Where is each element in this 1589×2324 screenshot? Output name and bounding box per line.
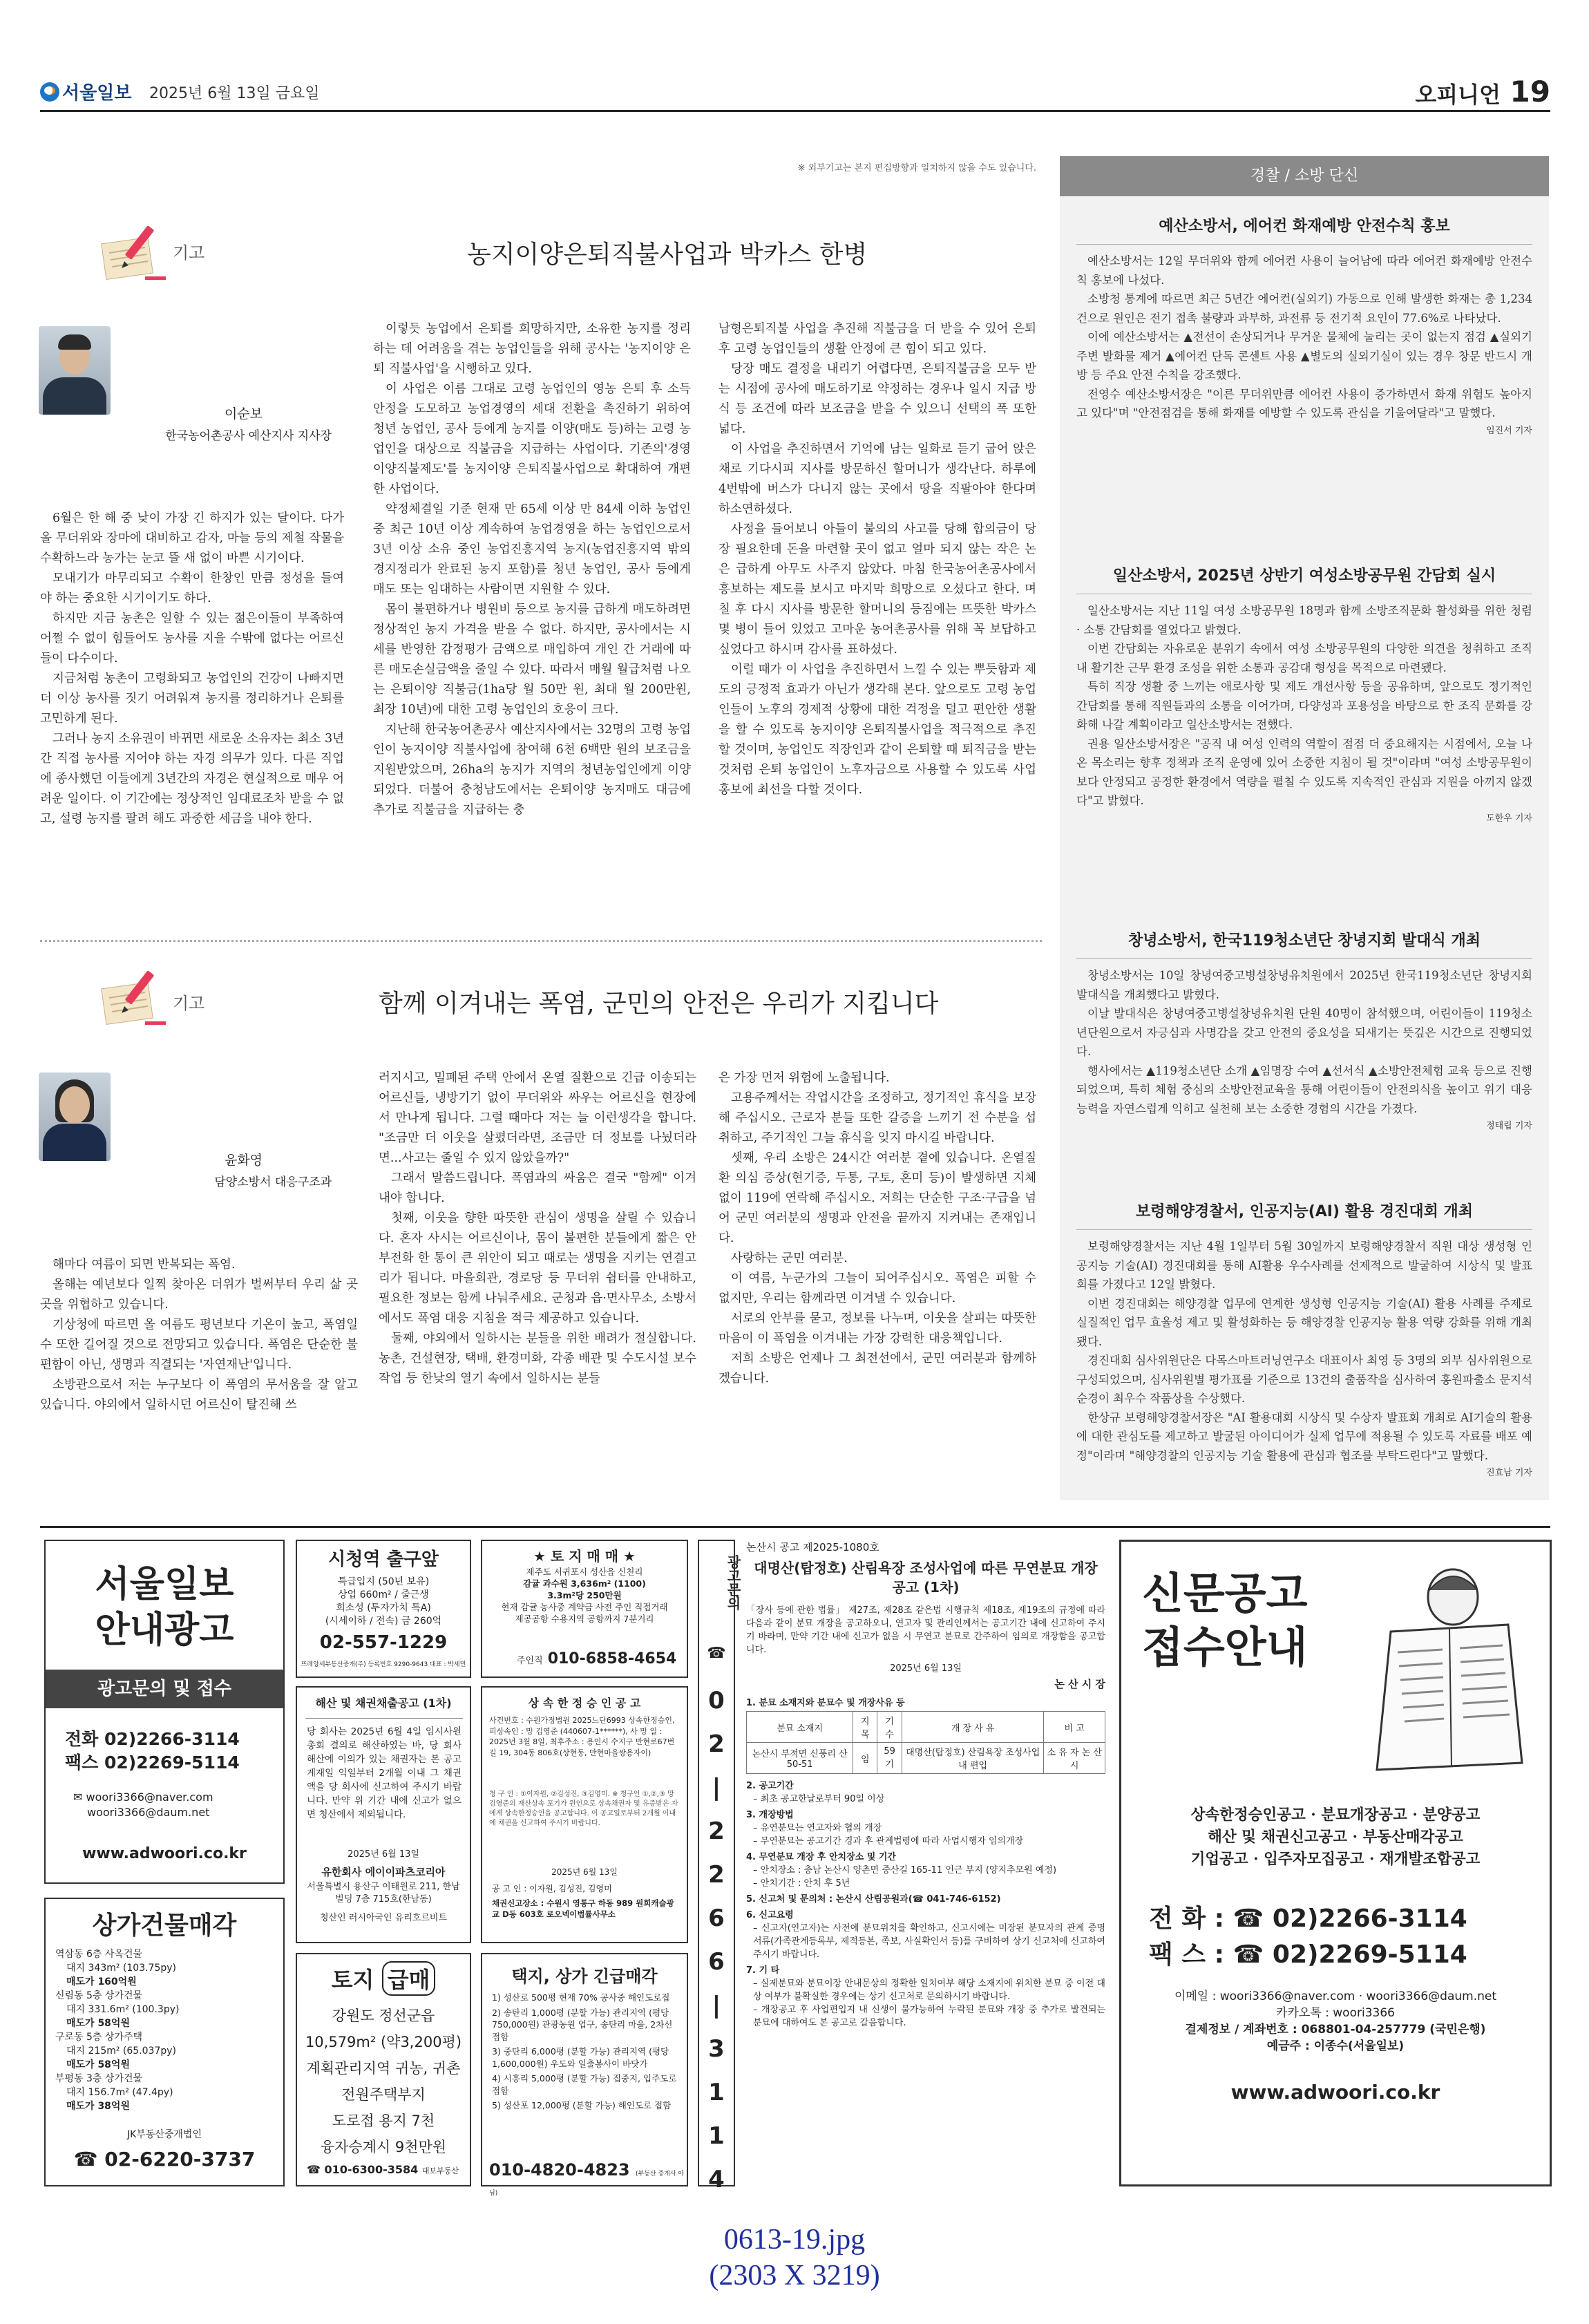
news-headline[interactable]: 보령해양경찰서, 인공지능(AI) 활용 경진대회 개최 [1135, 1203, 1474, 1220]
notice-title: 대명산(탑정호) 산림욕장 조성사업에 따른 무연분묘 개장 공고 (1차) [754, 1560, 1098, 1596]
news-item: 일산소방서, 2025년 상반기 여성소방공무원 간담회 실시 일산소방서는 지난 11일 여성 소방공무원 18명과 함께 소방조직문화 활성화를 위한 청렴 · 소통 간담회를 열었다고 밝혔다. 이번 간담회는 자유로운 분위기 속에서 여성 소방공무원의 다양한 의견을 청취하고 조직 내 활기찬 근무 환경 조성을 위한 소통과 공감대 형성을 목적으로 마련됐다. 특히 직장 생활 중 느끼는 애로사항 및 제도 개선사항 등을 공유하며, 앞으로도 정기적인 간담회를 통해 직원들과의 소통을 이어가며, 다양성과 포용성을 바탕으로 한 조직 문화를 강화해 나갈 계획이라고 일산소방서는 전했다. 권용 일산소방서장은 "공직 내 여성 인력의 역할이 점점 더 중요해지는 시점에서, 오늘 나온 목소리는 향후 정책과 조직 운영에 있어 소중한 지침이 될 것"이라며 "여성 소방공무원이 보다 안정되고 공정한 환경에서 역량을 펼칠 수 있도록 지속적인 관심과 지원을 아끼지 않겠다"고 밝혔다. 도한우 기자 [1076, 564, 1532, 824]
acceptance-types: 상속한정승인공고 · 분묘개장공고 · 분양공고 해산 및 채권신고공고 · 부동산매각공고 기업공고 · 입주자모집공고 · 재개발조합공고 [1190, 1806, 1481, 1868]
article2-label: 기고 [173, 994, 205, 1013]
ad-cityhall: 시청역 출구앞 특급입지 (50년 보유) 상업 660m² / 줄근생 희소성 (투자가치 특A) (시세이하 / 전속) 금 260억 02-557-1229 뜨레앙세부동산중개(주) 등록번호 9290-9643 대표 : 박세민 [296, 1540, 471, 1678]
news-headline[interactable]: 일산소방서, 2025년 상반기 여성소방공무원 간담회 실시 [1112, 567, 1496, 585]
article2-header [97, 965, 173, 1034]
ad-land-jeju: ★ 토 지 매 매 ★ 제주도 서귀포시 성산읍 신천리 감귤 과수원 3,636m² (1100) 3.3m²당 250만원 현재 감귤 농사중 계약금 사전 주인 직접거래 제공공항 수용지역 공항까지 7분거리 주인직 010-6858-4654 [481, 1540, 688, 1678]
divider [1076, 244, 1532, 245]
article2-title[interactable]: 함께 이겨내는 폭염, 군민의 안전은 우리가 지킵니다 [379, 990, 939, 1018]
ad-guide-bar: 광고문의 및 접수 [46, 1670, 283, 1708]
byline: 임진서 기자 [1486, 425, 1532, 436]
ad-dissolution: 해산 및 채권채출공고 (1차) 당 회사는 2025년 6월 4일 임시사원총회 결의로 해산하였는 바, 당 회사 해산에 이의가 있는 채권자는 본 공고 게재일 익일부터 2개월 이내 그 채권액을 당 회사에 신고하여 주시기 바랍니다. 만약 위 기간 내에 신고가 없으면 청산에서 제외됩니다. 2025년 6월 13일 유한회사 에이이파츠코리아 서울특별시 용산구 이태원로 211, 한남빌딩 7층 715호(한남동) 청산인 러시아국인 유리호르비트 [296, 1686, 471, 1943]
ad-mall: 상가건물매각 역삼동 6층 사옥건물 대지 343m² (103.75py) 매도가 160억원 신림동 5층 상가건물 대지 331.6m² (100.3py) 매도가 58억원 구로동 5층 상가주택 대지 215m² (65.037py) 매도가 58억원 부평동 3층 상가건물 대지 156.7m² (47.4py) 매도가 38억원 JK부동산중개법인 ☎ 02-6220-3737 [44, 1898, 285, 2186]
ad-inquiry-strip: 광고문의 ☎ 0 2 | 2 2 6 6 | 3 1 1 4 [698, 1540, 735, 2186]
news-item: 예산소방서, 에어컨 화재예방 안전수칙 홍보 예산소방서는 12일 무더위와 함께 에어컨 사용이 늘어남에 따라 에어컨 화재예방 안전수칙 홍보에 나섰다. 소방청 통계에 따르면 최근 5년간 에어컨(실외기) 가동으로 인해 발생한 화재는 총 1,234건으로 원인은 전기 접촉 불량과 과부하, 과전류 등 전기적 요인이 77.6%로 나타났다. 이에 예산소방서는 ▲전선이 손상되거나 무거운 물체에 눌리는 곳이 없는지 점검 ▲실외기 주변 발화물 제거 ▲에어컨 단독 콘센트 사용 ▲별도의 실외기실이 있는 경우 창문 반드시 개방 등 주요 안전 수칙을 강조했다. 전영수 예산소방서장은 "이른 무더위만큼 에어컨 사용이 증가하면서 화재 위험도 높아지고 있다"며 "안전점검을 통해 화재를 예방할 수 있도록 관심을 기울여달라"고 말했다. 임진서 기자 [1076, 214, 1532, 436]
ad-guide-title: 서울일보 안내광고 [95, 1564, 234, 1651]
acceptance-web[interactable]: www.adwoori.co.kr [1230, 2081, 1440, 2104]
article1-header [97, 220, 173, 289]
news-section-tag: 경찰 / 소방 단신 [1060, 156, 1549, 196]
ad-cityhall-tel[interactable]: 02-557-1229 [319, 1632, 448, 1653]
article1-label: 기고 [173, 243, 205, 263]
ad-mall-list: 역삼동 6층 사옥건물 대지 343m² (103.75py) 매도가 160억원 신림동 5층 상가건물 대지 331.6m² (100.3py) 매도가 58억원 구로동 5층 상가주택 대지 215m² (65.037py) 매도가 58억원 부평동 3층 상가건물 대지 156.7m² (47.4py) 매도가 38억원 [55, 1949, 180, 2112]
ad-inheritance: 상 속 한 정 승 인 공 고 사건번호 : 수원가정법원 2025느단6993 상속한정승인, 피상속인 : 망 김영준 (440607-1******), 사 망 일 : 2025년 3월 8일, 최후주소 : 용인시 수지구 만현로67번길 19, 304동 806호(상현동, 만현마을쌍용자이) 청 구 인 : ①이자원, ②김성진, ③김영미. ※ 청구인 ①,②,③ 망 김영준의 재산상속 포기가 원인으로 상속채권자 및 유증받은 자에게 상속한정승인을 공고합니다. 이 공고일로부터 2개월 이내에 채권을 신고하여 주시기 바랍니다. 2025년 6월 13일 공 고 인 : 이자원, 김성진, 김영미 채권신고장소 : 수원시 영통구 하동 989 원희캐슬광교 D동 603호 로오넥이법률사무소 [481, 1686, 688, 1943]
page-number: 19 [1510, 75, 1550, 108]
ad-mall-tel[interactable]: ☎ 02-6220-3737 [73, 2148, 256, 2171]
pencil-paper-icon [97, 220, 173, 286]
phone-icon: ☎ [707, 1645, 726, 1662]
acceptance-email[interactable]: 이메일 : woori3366@naver.com · woori3366@daum.net [1174, 1990, 1497, 2003]
divider [1076, 958, 1532, 959]
ad-land-urgent: 토지 급매 강원도 정선군읍 10,579m² (약3,200평) 계획관리지역 귀농, 귀촌 전원주택부지 도로접 용지 7천 융자승계시 9천만원 ☎ 010-6300-3584 대보부동산 [296, 1953, 471, 2186]
grave-table: 분묘 소재지 지 목 기 수 개 장 사 유 비 고 논산시 부적면 신풍리 산50-51 임 59기 대명산(탑정호) 산림욕장 조성사업 내 편입 소 유 자 논 산 시 [746, 1711, 1105, 1774]
section-name: 오피니언 [1415, 82, 1501, 108]
urgent-badge: 급매 [382, 1961, 436, 1996]
issue-date: 2025년 6월 13일 금요일 [149, 85, 320, 102]
news-item: 창녕소방서, 한국119청소년단 창녕지회 발대식 개최 창녕소방서는 10일 창녕여중고병설창녕유치원에서 2025년 한국119청소년단 창녕지회 발대식을 개최했다고 밝혔다. 이날 발대식은 창녕여중고병설창녕유치원 단원 40명이 참석했으며, 어린이들이 119청소년단원으로서 자긍심과 사명감을 갖고 안전의 중요성을 되새기는 뜻깊은 시간으로 진행되었다. 행사에서는 ▲119청소년단 소개 ▲임명장 수여 ▲선서식 ▲소방안전체험 교육 등으로 진행되었으며, 특히 체험 중심의 소방안전교육을 통해 어린이들이 안전의식을 높이고 위기 대응 능력을 자연스럽게 익히고 실천해 보는 소중한 경험의 시간을 가졌다. 정태립 기자 [1076, 929, 1532, 1131]
ad-inquiry-number[interactable]: 0 2 | 2 2 6 6 | 3 1 1 4 [708, 1687, 725, 2193]
news-headline[interactable]: 예산소방서, 에어컨 화재예방 안전수칙 홍보 [1159, 218, 1450, 235]
article2-col3: 은 가장 먼저 위험에 노출됩니다. 고용주께서는 작업시간을 조정하고, 정기적인 휴식을 보장해 주십시오. 근로자 분들 또한 갈증을 느끼기 전 수분을 섭취하고, 주기적인 그늘 휴식을 잊지 마시길 바랍니다. 셋째, 우리 소방은 24시간 여러분 곁에 있습니다. 온열질환 의심 증상(현기증, 두통, 구토, 혼미 등)이 발생하면 지체 없이 119에 연락해 주십시오. 저희는 단순한 구조·구급을 넘어 군민 여러분의 생명과 안전을 끝까지 지켜내는 존재입니다. 사랑하는 군민 여러분. 이 여름, 누군가의 그늘이 되어주십시오. 폭염은 피할 수 없지만, 우리는 함께라면 이겨낼 수 있습니다. 서로의 안부를 묻고, 정보를 나누며, 이웃을 살피는 따뜻한 마음이 이 폭염을 이겨내는 가장 강력한 대응책입니다. 저희 소방은 언제나 그 최전선에서, 군민 여러분과 함께하겠습니다. [719, 1071, 1036, 1386]
ad-quick-sale: 택지, 상가 긴급매각 1) 성산로 500평 현재 70% 공사중 해인도로접 2) 송탄리 1,000평 (분할 가능) 관리지역 (평당 750,000원) 관광농원 업구, 송탄리 마을, 2차선 접함 3) 중탄리 6,000평 (분할 가능) 관리지역 (평당 1,600,000원) 우도와 일출봉사이 바닷가 4) 시흥리 5,000평 (분할 가능) 집중지, 입주도로 접함 5) 성산포 12,000평 (분할 가능) 해인도로 접함 010-4820-4823 (부동산 중개사 아님) [481, 1953, 688, 2186]
ad-guide [44, 1540, 285, 1884]
byline: 정태립 기자 [1486, 1121, 1532, 1131]
ad-guide-email: ✉ woori3366@naver.com woori3366@daum.net [73, 1791, 213, 1819]
byline: 진효남 기자 [1486, 1468, 1532, 1478]
divider [1076, 1229, 1532, 1230]
article1-col3: 남형은퇴직불 사업을 추진해 직불금을 더 받을 수 있어 은퇴 후 고령 농업인들의 생활 안정에 큰 힘이 되고 있다. 당장 매도 결정을 내리기 어렵다면, 은퇴직불금을 모두 받는 시점에 공사에 매도하기로 약정하는 경우나 일시 지급 방식 등 조건에 따라 보조금을 받을 수 있으니 선택의 폭 또한 넓다. 이 사업을 추진하면서 기억에 남는 일화로 듣기 굽어 앉은 채로 기다시피 지사를 방문하신 할머니가 생각난다. 하루에 4번밖에 버스가 다니지 않는 곳에서 땅을 직팔아야 한다며 하소연하셨다. 사정을 들어보니 아들이 불의의 사고를 당해 합의금이 당장 필요한데 돈을 마련할 곳이 없고 얼마 되지 않는 작은 논은 급하게 아무도 사주지 않았다. 마침 한국농어촌공사에서 흥보하는 제도를 보시고 마지막 희망으로 오셨다고 한다. 며칠 후 다시 지사를 방문한 할머니의 등짐에는 뜨뜻한 박카스 몇 병이 들어 있었고 고마운 농어촌공사를 위해 꼭 보답하고 싶었다고 하시며 감사를 표하셨다. 이럴 때가 이 사업을 추진하면서 느낄 수 있는 뿌듯함과 제도의 긍정적 효과가 아닌가 생각해 본다. 앞으로도 고령 농업인들이 노후의 경제적 상황에 대한 걱정을 덜고 편안한 생활을 할 수 있도록 농지이양 은퇴직불사업을 적극적으로 추진할 것이며, 농업인도 직장인과 같이 은퇴할 때 퇴직금을 받는 것처럼 은퇴 농업인이 노후자금으로 사용할 수 있도록 사업홍보에 최선을 다할 것이다. [719, 322, 1036, 797]
article2-col1: 해마다 여름이 되면 반복되는 폭염. 올해는 예년보다 일찍 찾아온 더위가 벌써부터 우리 삶 곳곳을 위협하고 있습니다. 기상청에 따르면 올 여름도 평년보다 기온이 높고, 폭염일수 또한 길어질 것으로 전망되고 있습니다. 폭염은 단순한 불편함이 아닌, 생명과 직결되는 '자연재난'입니다. 소방관으로서 저는 누구보다 이 폭염의 무서움을 잘 알고 있습니다. 야외에서 일하시던 어르신이 탈진해 쓰 [40, 1258, 358, 1412]
ad-land-urgent-tel[interactable]: ☎ 010-6300-3584 [307, 2163, 419, 2176]
acceptance-tel[interactable]: 전 화 : ☎ 02)2266-3114 [1149, 1905, 1467, 1933]
article2-col2: 러지시고, 밀폐된 주택 안에서 온열 질환으로 긴급 이송되는 어르신들, 냉방기기 없이 무더위와 싸우는 어르신을 현장에서 만나게 됩니다. 그럴 때마다 저는 늘 이런생각을 합니다. "조금만 더 이웃을 살폈더라면, 조금만 더 정보를 나눴더라면...사고는 줄일 수 있지 않았을까?" 그래서 말씀드립니다. 폭염과의 싸움은 결국 "함께" 이겨내야 합니다. 첫째, 이웃을 향한 따뜻한 관심이 생명을 살릴 수 있습니다. 혼자 사시는 어르신이나, 몸이 불편한 분들에게 짧은 안부전화 한 통이 큰 위안이 되고 때로는 생명을 지키는 연결고리가 됩니다. 마을회관, 경로당 등 무더위 쉼터를 안내하고, 필요한 정보는 함께 나눠주세요. 군청과 읍·면사무소, 소방서에서도 폭염 대응 지침을 적극 제공하고 있습니다. 둘째, 야외에서 일하시는 분들을 위한 배려가 절실합니다. 농촌, 건설현장, 택배, 환경미화, 각종 배관 및 수도시설 보수작업 등 한낮의 열기 속에서 일하시는 분들 [379, 1071, 696, 1386]
author2-photo [39, 1073, 111, 1161]
ad-land-jeju-tel[interactable]: 010-6858-4654 [547, 1650, 677, 1668]
author2-org: 담양소방서 대응구조과 [214, 1175, 332, 1189]
ad-guide-web[interactable]: www.adwoori.co.kr [82, 1845, 247, 1862]
article1-title[interactable]: 농지이양은퇴직불사업과 박카스 한병 [467, 240, 868, 269]
file-caption: 0613-19.jpg (2303 X 3219) [709, 2224, 880, 2292]
newspaper-logo[interactable]: 서울일보 [40, 79, 131, 104]
ads-divider [40, 1526, 1550, 1528]
page-header [40, 75, 1550, 112]
newspaper-reader-icon [1349, 1556, 1536, 1784]
news-headline[interactable]: 창녕소방서, 한국119청소년단 창녕지회 발대식 개최 [1128, 932, 1481, 950]
author1-org: 한국농어촌공사 예산지사 지사장 [165, 429, 332, 443]
article1-col1: 6월은 한 해 중 낮이 가장 긴 하지가 있는 달이다. 다가올 무더위와 장마에 대비하고 감자, 마늘 등의 제철 작물을 수확하느라 농가는 눈코 뜰 새 없이 바쁜 시기이다. 모내기가 마무리되고 수확이 한창인 만큼 정성을 들여야 하는 중요한 시기이기도 하다. 하지만 지금 농촌은 일할 수 있는 젊은이들이 부족하여 어쩔 수 없이 힘들어도 농사를 지을 수밖에 없다는 어르신들이 다수이다. 지금처럼 농촌이 고령화되고 농업인의 건강이 나빠지면 더 이상 농사를 짓기 어려워져 농지를 정리하거나 은퇴를 고민하게 된다. 그러나 농지 소유권이 바뀌면 새로운 소유자는 최소 3년간 직접 농사를 지어야 하는 자경 의무가 있다. 다른 직업에 종사했던 이들에게 3년간의 자경은 현실적으로 매우 어려운 일이다. 이 기간에는 정상적인 임대료조차 받을 수 없고, 설령 농지를 팔려 해도 과중한 세금을 내야 한다. [40, 511, 344, 826]
mail-icon: ✉ [73, 1791, 86, 1804]
ad-mall-title: 상가건물매각 [92, 1911, 237, 1940]
author1-photo [39, 326, 111, 415]
ad-guide-tel: 전화 02)2266-3114 팩스 02)2269-5114 [65, 1729, 240, 1773]
pencil-paper-icon [97, 965, 173, 1031]
acceptance-fax[interactable]: 팩 스 : ☎ 02)2269-5114 [1149, 1940, 1467, 1969]
ad-public-notice: 논산시 공고 제2025-1080호 대명산(탑정호) 산림욕장 조성사업에 따른 무연분묘 개장 공고 (1차) 「장사 등에 관한 법률」 제27조, 제28조 같은법 시행규칙 제18조, 제19조의 규정에 따라 다음과 같이 분묘 개장을 공고하오니, 연고자 및 관리인께서는 공고기간 내에 신고하여 주시기 바라며, 만약 기간 내에 신고가 없을 시 무연고 분묘로 간주하여 임의로 개장함을 공고합니다. 2025년 6월 13일 논 산 시 장 1. 분묘 소재지와 분묘수 및 개장사유 등 분묘 소재지 지 목 기 수 개 장 사 유 비 고 논산시 부적면 신풍리 산50-51 임 59기 대명산(탑정호) 산림욕장 조성사업 내 편입 소 유 자 논 산 시 2. 공고기간 – 최초 공고한날로부터 90일 이상 3. 개장방법 – 유연분묘는 연고자와 협의 개장 – 무연분묘는 공고기간 경과 후 관계법령에 따라 사업시행자 임의개장 4. 무연분묘 개장 후 안치장소 및 기간 – 안치장소 : 충남 논산시 양촌면 중산길 165-11 인근 부지 (양지추모원 예정) – 안치기간 : 안치 후 5년 5. 신고처 및 문의처 : 논산시 산림공원과(☎ 041-746-6152) 6. 신고요령 – 신고자(연고자)는 사전에 분묘위치를 확인하고, 신고시에는 미장된 분묘자의 관계 증명 서류(가족관계등록부, 제적등본, 족보, 사실확인서 등)를 구비하여 상기 신고처에 신고하여 주시기 바랍니다. 7. 기 타 – 실제분묘와 분묘이장 안내문상의 정확한 일치여부 해당 소재지에 위치한 분묘 중 이전 대상 여부가 불확실한 경우에는 상기 신고처로 문의하시기 바랍니다. – 개장공고 후 사업편입지 내 신생이 불가능하여 누락된 분묘와 개장 중 추가로 발견되는 분묘에 대하여도 본 공고로 갈음합니다. [746, 1541, 1105, 2028]
acceptance-title: 신문공고 접수안내 [1142, 1568, 1308, 1672]
article-divider [40, 940, 1042, 942]
ad-acceptance: 신문공고 접수안내 상속한정승인공고 · 분묘개장공고 · 분양공고 해산 및 채권신고공고 · 부동산매각공고 기업공고 · 입주자모집공고 · 재개발조합공고 전 화 : ☎ 02)2266-3114 팩 스 : ☎ 02)2269-5114 이메일 : woori3366@naver.com · woori3366@daum.net 카카오톡 : woori3366 결제정보 / 계좌번호 : 068801-04-257779 (국민은행) 예금주 : 이종수(서울일보) www.adwoori.co.kr [1119, 1540, 1552, 2186]
author1-name: 이순보 [224, 406, 263, 422]
ad-quick-sale-tel[interactable]: 010-4820-4823 [489, 2160, 630, 2180]
article1-col2: 이렇듯 농업에서 은퇴를 희망하지만, 소유한 농지를 정리하는 데 어려움을 겪는 농업인들을 위해 공사는 '농지이양 은퇴 직불사업'을 시행하고 있다. 이 사업은 이름 그대로 고령 농업인의 영농 은퇴 후 소득 안정을 도모하고 농업경영의 세대 전환을 촉진하기 위하여 청년 농업인, 공사 등에게 농지를 이양(매도 등)하는 고령 농업인을 대상으로 직불금을 지급하는 사업이다. 기존의'경영이양직불제도'를 농지이양 은퇴직불사업으로 확대하여 개편한 사업이다. 약정체결일 기준 현재 만 65세 이상 만 84세 이하 농업인 중 최근 10년 이상 계속하여 농업경영을 하는 농업인으로서 3년 이상 소유 중인 농업진흥지역 농지(농업진흥지역 밖의 경지정리가 완료된 농지 포함)를 청년 농업인, 공사 등에게 매도 또는 임대하는 사람이면 지원할 수 있다. 몸이 불편하거나 병원비 등으로 농지를 급하게 매도하려면 정상적인 농지 가격을 받을 수 없다. 하지만, 공사에서는 시세를 반영한 감정평가 금액으로 매입하여 개인 간 거래에 따른 매도손실금액을 줄일 수 있다. 따라서 매월 월급처럼 나오는 은퇴이양 직불금(1ha당 월 50만 원, 최대 월 200만원, 최장 10년)에 대한 고령 농업인의 호응이 크다. 지난해 한국농어촌공사 예산지사에서는 32명의 고령 농업인이 농지이양 직불사업에 참여해 6천 6백만 원의 보조금을 지원받았으며, 26ha의 농지가 지역의 청년농업인에게 이양되었다. 더불어 충청남도에서는 은퇴이양 농지매도 대금에 추가로 직불금을 지급하는 충 [373, 322, 691, 817]
byline: 도한우 기자 [1486, 813, 1532, 824]
news-briefs [1060, 156, 1549, 1500]
logo-icon [40, 82, 59, 102]
author2-name: 윤화영 [224, 1153, 263, 1168]
disclaimer: ※ 외부기고는 본지 편집방향과 일치하지 않을 수도 있습니다. [797, 163, 1036, 173]
news-item: 보령해양경찰서, 인공지능(AI) 활용 경진대회 개최 보령해양경찰서는 지난 4월 1일부터 5월 30일까지 보령해양경찰서 직원 대상 생성형 인공지능 기술(AI) 경진대회를 통해 AI활용 우수사례를 선제적으로 발굴하여 시상식 및 발표회를 가졌다고 12일 밝혔다. 이번 경진대회는 해양경찰 업무에 연계한 생성형 인공지능 기술(AI) 활용 사례를 주제로 실질적인 업무 효율성 제고 및 활성화하는 등 해양경찰 인공지능 활용 역량 강화를 위해 개최됐다. 경진대회 심사위원단은 다목스마트러닝연구소 대표이사 최영 등 3명의 외부 심사위원으로 구성되었으며, 심사위원별 평가표를 기준으로 13건의 출품작을 심사하여 홍원파출소 문지석 순경이 최우수 작품상을 수상했다. 한상규 보령해양경찰서장은 "AI 활용대회 시상식 및 수상자 발표회 개최로 AI기술의 활용에 대한 관심도를 제고하고 발굴된 아이디어가 실제 업무에 적용될 수 있도록 자료를 배포 예정"이라며 "해양경찰의 인공지능 기술 활용에 관심과 협조를 부탁드린다"고 말했다. 진효남 기자 [1076, 1200, 1532, 1478]
